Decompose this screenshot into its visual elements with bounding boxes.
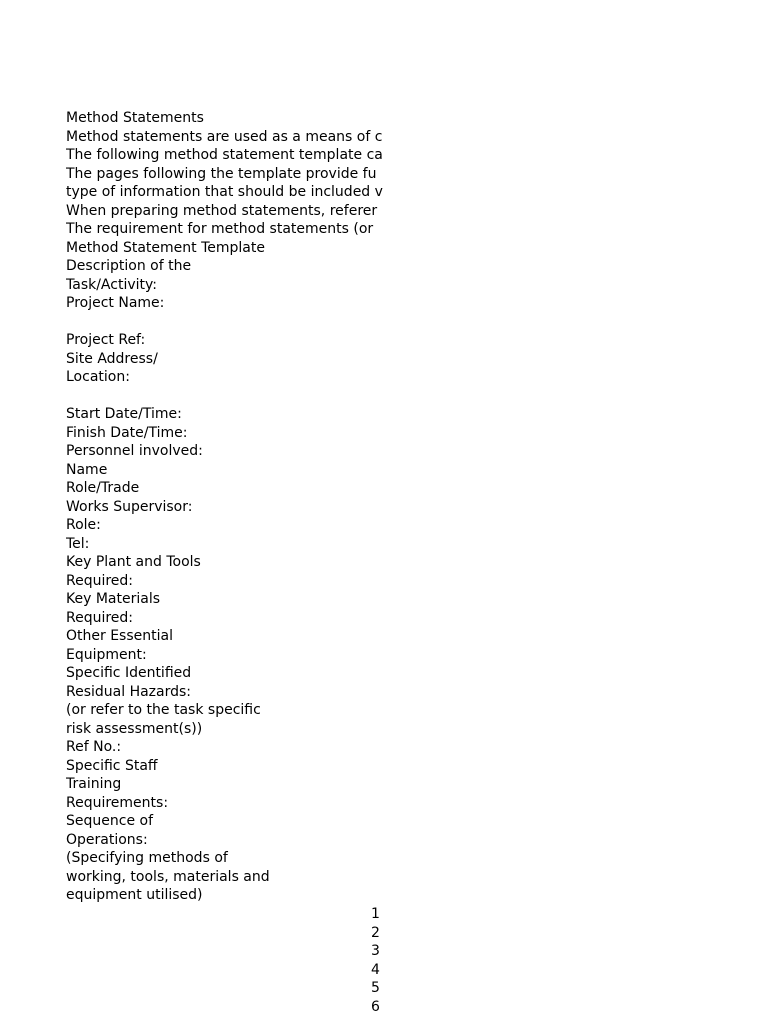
intro-line-4: type of information that should be included v <box>66 184 383 200</box>
sequence-number: 5 <box>371 980 380 996</box>
field-label-name: Name <box>66 461 108 478</box>
document-text-column <box>66 109 383 905</box>
field-label-training: Training <box>66 776 122 792</box>
sequence-number-column <box>371 905 391 1016</box>
field-label-equipment: Equipment: <box>66 646 147 663</box>
intro-line-1: Method statements are used as a means of c <box>66 128 383 145</box>
sequence-number: 3 <box>371 943 380 959</box>
sequence-number: 6 <box>371 998 380 1015</box>
field-label-key-plant-required: Required: <box>66 572 134 589</box>
sequence-number: 2 <box>371 924 380 941</box>
field-note-methods-1: (Specifying methods of <box>66 850 228 866</box>
spacer <box>66 387 383 406</box>
field-label-project-ref: Project Ref: <box>66 332 146 348</box>
field-label-location: Location: <box>66 369 130 385</box>
field-label-role-trade: Role/Trade <box>66 480 140 496</box>
field-label-role: Role: <box>66 517 101 533</box>
field-label-key-plant: Key Plant and Tools <box>66 554 201 570</box>
spacer <box>66 313 383 332</box>
field-label-start-date: Start Date/Time: <box>66 406 182 422</box>
intro-line-5: When preparing method statements, referer <box>66 202 378 219</box>
field-note-risk-assessment-1: (or refer to the task specific <box>66 702 261 718</box>
field-label-finish-date: Finish Date/Time: <box>66 424 188 441</box>
field-note-methods-2: working, tools, materials and <box>66 868 270 885</box>
field-label-description: Description of the <box>66 258 192 274</box>
field-label-residual-hazards: Residual Hazards: <box>66 683 192 700</box>
field-label-ref-no: Ref No.: <box>66 739 122 755</box>
field-note-methods-3: equipment utilised) <box>66 887 203 903</box>
sequence-number: 4 <box>371 961 380 978</box>
field-label-other-essential: Other Essential <box>66 628 173 644</box>
field-label-personnel: Personnel involved: <box>66 443 203 459</box>
field-label-specific-staff: Specific Staff <box>66 757 158 774</box>
field-label-project-name: Project Name: <box>66 295 165 311</box>
field-note-risk-assessment-2: risk assessment(s)) <box>66 720 203 737</box>
field-label-site-address: Site Address/ <box>66 350 158 367</box>
field-label-operations: Operations: <box>66 831 148 848</box>
field-label-tel: Tel: <box>66 535 90 552</box>
heading-method-statements: Method Statements <box>66 110 204 126</box>
template-title: Method Statement Template <box>66 239 265 256</box>
field-label-key-materials: Key Materials <box>66 591 161 607</box>
field-label-specific-identified: Specific Identified <box>66 665 192 681</box>
field-label-key-materials-required: Required: <box>66 609 134 626</box>
sequence-number: 1 <box>371 906 380 922</box>
intro-line-6: The requirement for method statements (or <box>66 221 374 237</box>
field-label-requirements: Requirements: <box>66 794 169 811</box>
intro-line-3: The pages following the template provide fu <box>66 165 377 182</box>
field-label-sequence-of: Sequence of <box>66 813 154 829</box>
field-label-works-supervisor: Works Supervisor: <box>66 498 193 515</box>
field-label-task-activity: Task/Activity: <box>66 276 157 293</box>
intro-line-2: The following method statement template ca <box>66 147 383 163</box>
